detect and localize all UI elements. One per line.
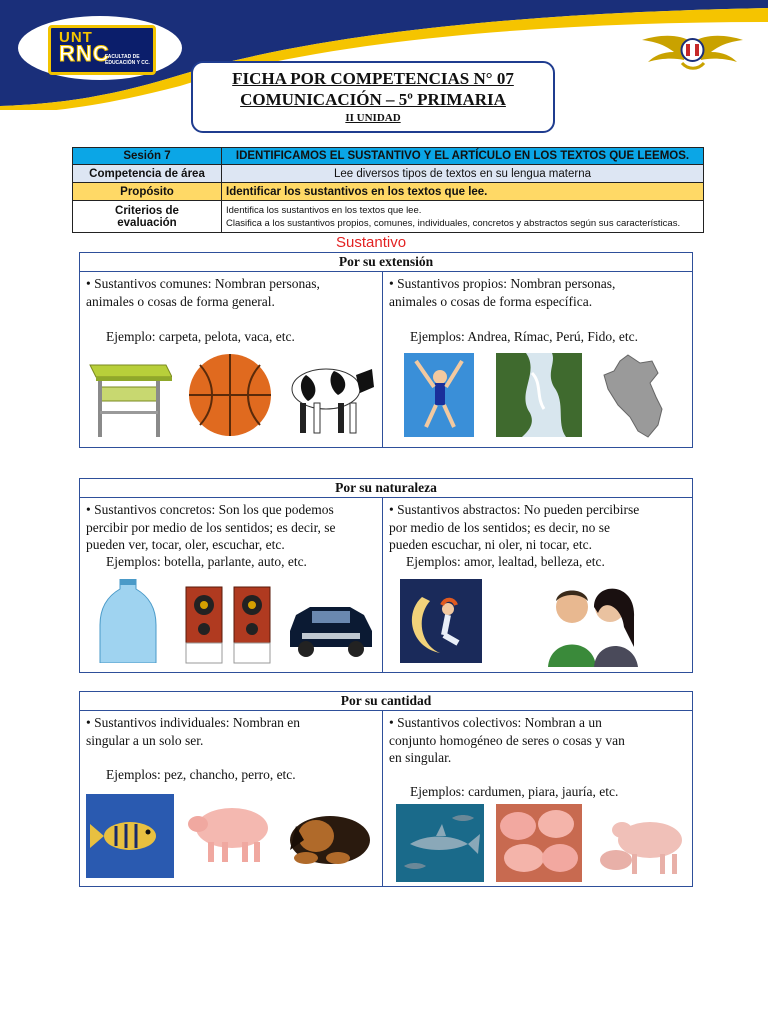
collective-nouns-text — [389, 714, 625, 767]
purpose-value: Identificar los sustantivos en los textos que lee. — [222, 183, 704, 201]
session-row — [73, 148, 704, 165]
title-box — [191, 61, 555, 133]
individual-nouns-example: Ejemplos: pez, chancho, perro, etc. — [106, 767, 296, 782]
text-line: percibir por medio de los sentidos; es decir, se — [86, 519, 336, 535]
competence-label: Competencia de área — [73, 165, 222, 183]
river-image — [496, 353, 582, 437]
purpose-label: Propósito — [73, 183, 222, 201]
section-extension — [79, 252, 693, 448]
section-title: Por su naturaleza — [80, 479, 692, 498]
proper-nouns-text — [389, 275, 615, 310]
pig-image — [186, 794, 274, 866]
piglets-image — [496, 804, 582, 882]
text-line: en singular. — [389, 750, 452, 765]
worksheet-subject: COMUNICACIÓN – 5º PRIMARIA — [240, 90, 506, 109]
section-title: Por su cantidad — [80, 692, 692, 711]
column-divider — [382, 497, 383, 672]
text-line: conjunto homogéneo de seres o cosas y van — [389, 732, 625, 748]
section-nature — [79, 478, 693, 673]
text-line: • Sustantivos abstractos: No pueden percibirse — [389, 502, 640, 517]
text-line: singular a un solo ser. — [86, 732, 204, 748]
criteria-item: Clasifica a los sustantivos propios, comunes, individuales, concretos y abstractos según sus características. — [226, 217, 681, 229]
section-title: Por su extensión — [80, 253, 692, 272]
logo-sub-text: FACULTAD DE EDUCACIÓN Y CC. — [105, 54, 150, 66]
basketball-image — [186, 353, 274, 437]
text-line: • Sustantivos propios: Nombran personas, — [389, 276, 616, 291]
criteria-item: Identifica los sustantivos en los textos que lee. — [226, 204, 422, 216]
text-line: pueden ver, tocar, oler, escuchar, etc. — [86, 537, 285, 552]
shark-school-image — [396, 804, 484, 882]
fish-image — [86, 794, 174, 878]
text-line: por medio de los sentidos; es decir, no se — [389, 519, 611, 535]
collective-nouns-example: Ejemplos: cardumen, piara, jauría, etc. — [410, 784, 619, 799]
abstract-nouns-example: Ejemplos: amor, lealtad, belleza, etc. — [406, 554, 605, 569]
bottle-image — [94, 579, 162, 663]
text-line: pueden escuchar, ni oler, ni tocar, etc. — [389, 537, 593, 552]
section-quantity — [79, 691, 693, 887]
speakers-image — [184, 585, 274, 665]
logo-main-text: RNC — [59, 41, 110, 66]
worksheet-unit: II UNIDAD — [345, 112, 401, 124]
criteria-row — [73, 201, 704, 233]
desk-image — [86, 359, 172, 439]
text-line: • Sustantivos concretos: Son los que podemos — [86, 502, 334, 517]
competence-row — [73, 165, 704, 183]
moon-woman-image — [400, 579, 482, 663]
column-divider — [382, 271, 383, 447]
criteria-label-line2: evaluación — [117, 216, 177, 229]
text-line: animales o cosas de forma específica. — [389, 293, 593, 309]
concrete-nouns-text — [86, 501, 336, 554]
criteria-label — [73, 201, 222, 233]
worksheet-title: FICHA POR COMPETENCIAS N° 07 — [232, 69, 514, 88]
criteria-label-line1: Criterios de — [115, 204, 179, 217]
cow-image — [286, 355, 376, 437]
session-label: Sesión 7 — [73, 148, 222, 165]
eagle-crest-icon — [640, 30, 745, 72]
abstract-nouns-text — [389, 501, 639, 554]
criteria-value — [222, 201, 704, 233]
purpose-row — [73, 183, 704, 201]
competence-value: Lee diversos tipos de textos en su lengua materna — [222, 165, 704, 183]
text-line: • Sustantivos colectivos: Nombran a un — [389, 715, 602, 730]
session-value: IDENTIFICAMOS EL SUSTANTIVO Y EL ARTÍCULO EN LOS TEXTOS QUE LEEMOS. — [222, 148, 704, 165]
main-heading: Sustantivo — [336, 234, 407, 251]
text-line: animales o cosas de forma general. — [86, 293, 275, 309]
mother-son-image — [538, 577, 646, 667]
common-nouns-text — [86, 275, 320, 310]
car-image — [286, 585, 376, 663]
university-logo — [48, 25, 156, 75]
text-line: • Sustantivos comunes: Nombran personas, — [86, 276, 320, 291]
proper-nouns-example: Ejemplos: Andrea, Rímac, Perú, Fido, etc. — [410, 329, 638, 344]
column-divider — [382, 710, 383, 886]
logo-top-text: UNT — [59, 29, 93, 46]
text-line: • Sustantivos individuales: Nombran en — [86, 715, 300, 730]
session-info-table — [72, 147, 704, 233]
girl-jumping-image — [404, 353, 474, 437]
common-nouns-example: Ejemplo: carpeta, pelota, vaca, etc. — [106, 329, 295, 344]
peru-map-image — [600, 353, 670, 439]
concrete-nouns-example: Ejemplos: botella, parlante, auto, etc. — [106, 554, 307, 569]
puppy-image — [286, 796, 376, 868]
pig-herd-image — [596, 810, 686, 878]
individual-nouns-text — [86, 714, 300, 749]
